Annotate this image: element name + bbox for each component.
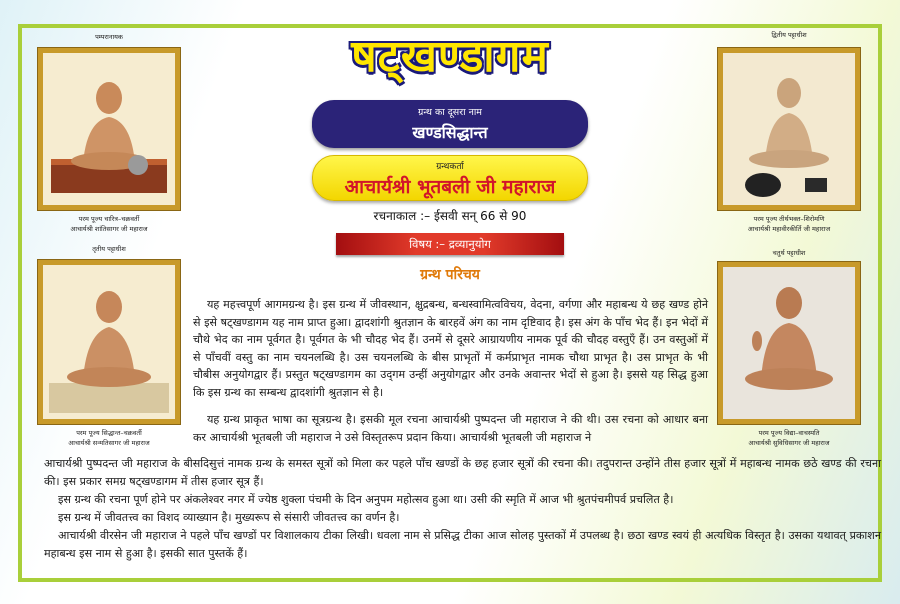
author-pill (312, 155, 588, 201)
portrait-top-caption: तृतीय पट्टाधीश (92, 245, 126, 253)
author-name: आचार्यश्री भूतबली जी महाराज (344, 176, 556, 198)
alt-name-pill (312, 100, 588, 148)
intro-paragraph-6: आचार्यश्री वीरसेन जी महाराज ने पहले पाँच खण्डों पर विशालकाय टीका लिखी। धवला नाम से प्रसिद्ध टीका आज सोलह पुस्तकों में उपलब्ध है। छठा खण्ड स्वयं ही अत्यधिक विस्तृत है। उसका यथावत् प्रकाशन महाबन्ध इस नाम से हुआ है। इसकी सात पुस्तकें हैं। (44, 529, 881, 560)
monk-photo (43, 265, 175, 419)
portrait-caption-line1: परम पूज्य तीर्थभक्त–शिरोमणि (753, 215, 825, 223)
portrait-caption-line1: परम पूज्य विद्या–वाचस्पति (758, 429, 820, 437)
intro-paragraph-2: यह ग्रन्थ प्राकृत भाषा का सूत्रग्रन्थ है। इसकी मूल रचना आचार्यश्री पुष्पदन्त जी महाराज ने की थी। उस रचना को आधार बना कर आचार्यश्री भूतबली जी महाराज ने उसे विस्तृतरूप प्रदान किया। आचार्यश्री भूतबली जी महाराज ने (193, 413, 708, 444)
subject-band: विषय :– द्रव्यानुयोग (336, 233, 564, 255)
portrait-caption-line1: परम पूज्य चारित्र–चक्रवर्ती (78, 215, 140, 223)
portrait-top-left (38, 32, 180, 238)
monk-photo (723, 267, 855, 419)
section-heading: ग्रन्थ परिचय (420, 267, 480, 283)
intro-paragraph-5: इस ग्रन्थ में जीवतत्त्व का विशद व्याख्यान है। मुख्यरूप से संसारी जीवतत्त्व का वर्णन है। (58, 511, 400, 524)
portrait-caption-line2: आचार्यश्री शांतिसागर जी महाराज (70, 225, 148, 233)
portrait-caption-line2: आचार्यश्री सुविधिसागर जी महाराज (748, 439, 830, 447)
portrait-caption-line2: आचार्यश्री महावीरकीर्ति जी महाराज (747, 225, 831, 233)
portrait-frame (38, 260, 180, 424)
portrait-top-caption: चतुर्थ पट्टाधीश (772, 249, 806, 257)
portrait-caption-line2: आचार्यश्री सन्मतिसागर जी महाराज (68, 439, 150, 447)
monk-photo (723, 53, 855, 205)
composition-era: रचनाकाल :– ईसवी सन् 66 से 90 (373, 209, 527, 223)
portrait-top-right (718, 30, 860, 240)
alt-name-label: ग्रन्थ का दूसरा नाम (417, 107, 482, 118)
portrait-top-caption: पम्परानायक (95, 33, 123, 41)
portrait-frame (718, 48, 860, 210)
alt-name-value: खण्डसिद्धान्त (412, 123, 488, 142)
portrait-frame (718, 262, 860, 424)
intro-paragraph-1: यह महत्त्वपूर्ण आगमग्रन्थ है। इस ग्रन्थ में जीवस्थान, क्षुद्रबन्ध, बन्धस्वामित्वविचय, वेदना, वर्गणा और महाबन्ध ये छह खण्ड होने से इसे षट्खण्डागम यह नाम प्राप्त हुआ। द्वादशांगी श्रुतज्ञान के बारहवें अंग का नाम दृष्टिवाद है। इस अंग के पाँच भेद हैं। इन भेदों में चौथे भेद का नाम पूर्वगत है। पूर्वगत के भी चौदह भेद हैं। उनमें से दूसरे आग्रायणीय नामक पूर्व की चौदह वस्तुएँ हैं। उन वस्तुओं में से पाँचवीं वस्तु का नाम चयनलब्धि है। उस चयनलब्धि के बीस प्राभृतों में कर्मप्राभृत नामक चौथा प्राभृत है। उस प्राभृत के भी चौबीस अनुयोगद्वार हैं। प्रस्तुत षट्खण्डागम का उद्‌गम उन्हीं अनुयोगद्वार और उनके अवान्तर भेदों से हुआ है। इससे यह सिद्ध हुआ कि इस ग्रन्थ का सम्बन्ध द्वादशांगी श्रुतज्ञान से है। (193, 298, 708, 399)
page-title: षट्खण्डागम (351, 31, 549, 82)
portrait-caption-line1: परम पूज्य सिद्धान्त–चक्रवर्ती (76, 429, 142, 437)
monk-photo (43, 53, 175, 205)
portrait-frame (38, 48, 180, 210)
portrait-bottom-right (718, 248, 860, 454)
author-label: ग्रन्थकर्ता (436, 162, 464, 172)
portrait-top-caption: द्वितीय पट्टाधीश (771, 31, 807, 39)
intro-paragraph-3: आचार्यश्री पुष्पदन्त जी महाराज के बीसदिसुत्तं नामक ग्रन्थ के समस्त सूत्रों को मिला कर पहले पाँच खण्डों के छह हजार सूत्रों की रचना की। तदुपरान्त उन्होंने तीस हजार सूत्रों में महाबन्ध नामक छठे खण्ड की रचना की। इस प्रकार समग्र षट्खण्डागम में तीस हजार सूत्र हैं। (44, 457, 882, 488)
portrait-bottom-left (38, 244, 180, 452)
intro-paragraph-4: इस ग्रन्थ की रचना पूर्ण होने पर अंकलेश्वर नगर में ज्येष्ठ शुक्ला पंचमी के दिन अनुपम महोत्सव हुआ था। उसी की स्मृति में आज भी श्रुतपंचमीपर्व प्रचलित है। (58, 493, 674, 506)
